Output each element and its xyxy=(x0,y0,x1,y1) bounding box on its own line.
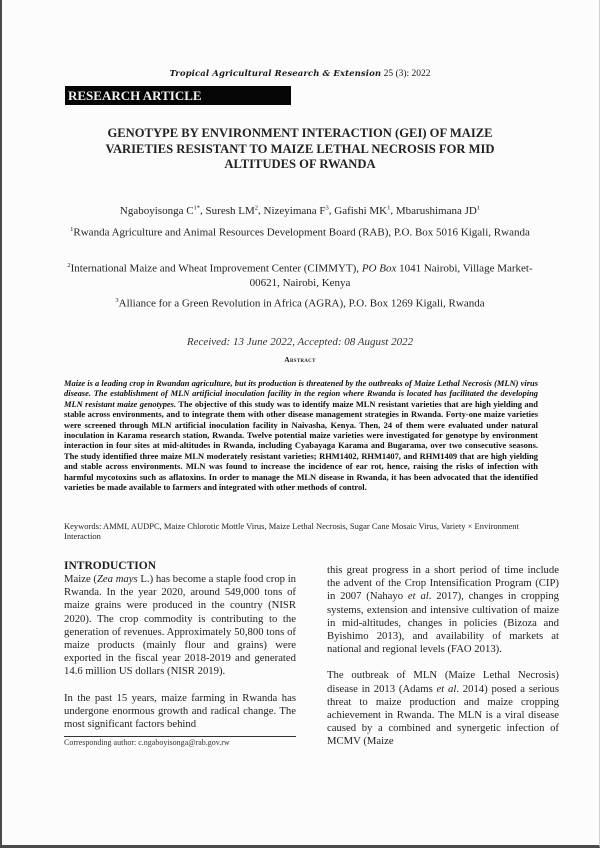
received-accepted-dates: Received: 13 June 2022, Accepted: 08 August 2022 xyxy=(186,336,414,348)
article-type-banner: RESEARCH ARTICLE xyxy=(65,86,291,105)
paragraph: In the past 15 years, maize farming in Rwanda has undergone enormous growth and radical change. The most significant factors behind xyxy=(64,691,296,731)
journal-name: Tropical Agricultural Research & Extension xyxy=(169,69,382,79)
author: Suresh $LM^2$ xyxy=(205,204,258,217)
author: Gafishi $MK^1$ xyxy=(334,204,391,217)
corresponding-author-footnote: Corresponding author: c.ngaboyisonga@rab.gov.rw xyxy=(64,738,230,747)
paragraph: Maize (Zea mays L.) has become a staple food crop in Rwanda. In the year 2020, around 549,000 tons of maize grains were produced in the country (NISR 2020). The crop commodity is contributing to the generation of revenues. Approximately 50,800 tons of maize products (mainly flour and grains) were exported in the fiscal year 2018-2019 and generated 14.6 million US dollars (NISR 2019). xyxy=(64,573,297,678)
author: Nizeyimana $F^3$ xyxy=(263,204,329,217)
right-column xyxy=(327,564,559,749)
abstract-text: Maize is a leading crop in Rwandan agriculture, but its production is threatened by the outbreaks of Maize Lethal Necrosis (MLN) virus disease. The establishment of MLN artificial inoculation facility in the region where Rwanda is located has facilitated the developing MLN resistant maize genotypes. The objective of this study was to identify maize MLN resistant varieties that are high yielding and stable across environments, and to integrate them with other disease management strategies in Rwanda. Forty-one maize varieties were screened through MLN artificial inoculation facility in Naivasha, Kenya. Then, 24 of them were evaluated under natural inoculation in Karama research station, Rwanda. Twelve potential maize varieties were investigated for genotype by environment interaction in four sites at mid-altitudes in Rwanda, including Cyabayaga Karama and Bugarama, over two consecutive seasons. The study identified three maize MLN moderately resistant varieties; RHM1402, RHM1407, and RHM1409 that are high yielding and stable across environments. MLN was found to increase the incidence of ear rot, hence, raising the risks of infection with harmful mycotoxins such as aflatoxins. In order to manage the MLN disease in Rwanda, it has been advocated that the identified varieties be made available to farmers and integrated with other methods of control. xyxy=(64,378,538,493)
affiliation-3: $^3$Alliance for a Green Revolution in Africa (AGRA), P.O. Box 1269 Kigali, Rwanda xyxy=(115,297,485,310)
abstract-heading: Abstract xyxy=(284,355,316,364)
keywords: Keywords: AMMI, AUDPC, Maize Chlorotic Mottle Virus, Maize Lethal Necrosis, Sugar Cane Mosaic Virus, Variety × Environment Interaction xyxy=(64,521,519,542)
affiliation-1: $^1$Rwanda Agriculture and Animal Resources Development Board (RAB), P.O. Box 5016 Kigali, Rwanda xyxy=(70,226,530,239)
volume-issue: 25 (3): 2022 xyxy=(383,69,431,79)
paragraph: The outbreak of MLN (Maize Lethal Necrosis) disease in 2013 (Adams et al. 2014) posed a serious threat to maize production and maize cropping achievement in Rwanda. The MLN is a viral disease caused by a combined and synergetic infection of MCMV (Maize xyxy=(327,669,560,748)
author: Mbarushimana $JD^1$ xyxy=(395,204,481,217)
paper-title: GENOTYPE BY ENVIRONMENT INTERACTION (GEI) OF MAIZE VARIETIES RESISTANT TO MAIZE LETHAL NECROSIS FOR MID ALTITUDES OF RWANDA xyxy=(105,126,495,171)
footnote-divider xyxy=(64,736,296,737)
author-list: Ngaboyisonga $C^{1*}$, Suresh $LM^2$, Nizeyimana $F^3$, Gafishi $MK^1$, Mbarushimana $JD^1$ xyxy=(119,204,481,217)
left-column xyxy=(64,560,296,731)
paragraph: this great progress in a short period of time include the advent of the Crop Intensification Program (CIP) in 2007 (Nahayo et al. 2017), changes in cropping systems, extension and intensive cultivation of maize in mid-altitudes, changes in policies (Bizoza and Byishimo 2013), and availability of markets at national and regional levels (FAO 2013). xyxy=(327,564,560,656)
section-heading-introduction: INTRODUCTION xyxy=(64,560,157,572)
affiliation-2: $^2$International Maize and Wheat Improvement Center (CIMMYT), PO Box 1041 Nairobi, Village Market-00621, Nairobi, Kenya xyxy=(67,262,533,289)
author: Ngaboyisonga $C^{1*}$ xyxy=(119,204,201,217)
journal-header xyxy=(0,69,600,79)
